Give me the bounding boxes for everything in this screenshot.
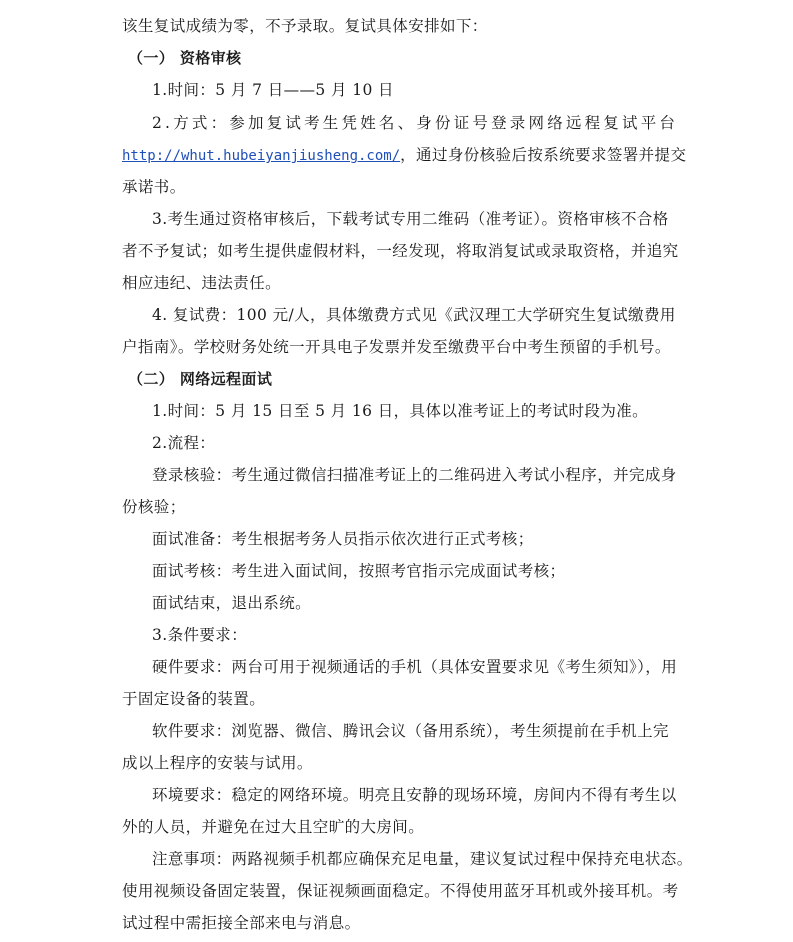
paragraph-line: 硬件要求：两台可用于视频通话的手机（具体安置要求见《考生须知》），用 (152, 658, 678, 676)
paragraph-line: 面试结束，退出系统。 (152, 594, 312, 612)
paragraph-line: 1.时间：5 月 15 日至 5 月 16 日，具体以准考证上的考试时段为准。 (152, 402, 649, 420)
paragraph-line: 1.时间：5 月 7 日——5 月 10 日 (152, 81, 394, 99)
paragraph-text: ，通过身份核验后按系统要求签署并提交 (400, 146, 687, 164)
paragraph-line: 软件要求：浏览器、微信、腾讯会议（备用系统），考生须提前在手机上完 (152, 722, 669, 740)
paragraph-line: 试过程中需拒接全部来电与消息。 (122, 914, 361, 932)
paragraph-line: 面试考核：考生进入面试间，按照考官指示完成面试考核； (152, 562, 566, 580)
paragraph-line: 面试准备：考生根据考务人员指示依次进行正式考核； (152, 530, 534, 548)
paragraph-line: 3.条件要求： (152, 626, 248, 644)
paragraph-line: 4. 复试费：100 元/人，具体缴费方式见《武汉理工大学研究生复试缴费用 (152, 306, 676, 324)
paragraph-line: 份核验； (122, 498, 186, 516)
paragraph-line: 者不予复试；如考生提供虚假材料，一经发现，将取消复试或录取资格，并追究 (122, 242, 679, 260)
paragraph-line: 该生复试成绩为零，不予录取。复试具体安排如下： (122, 17, 488, 35)
paragraph-line: 相应违纪、违法责任。 (122, 274, 282, 292)
platform-link[interactable]: http://whut.hubeiyanjiusheng.com/ (122, 148, 401, 164)
paragraph-line: 登录核验：考生通过微信扫描准考证上的二维码进入考试小程序，并完成身 (152, 466, 677, 484)
paragraph-line: 2.方式：参加复试考生凭姓名、身份证号登录网络远程复试平台 (152, 114, 679, 132)
paragraph-line: 环境要求：稳定的网络环境。明亮且安静的现场环境，房间内不得有考生以 (152, 786, 677, 804)
paragraph-line: 户指南》。学校财务处统一开具电子发票并发至缴费平台中考生预留的手机号。 (122, 338, 671, 356)
paragraph-line (0, 145, 793, 166)
paragraph-line: 注意事项：两路视频手机都应确保充足电量，建议复试过程中保持充电状态。 (152, 850, 693, 868)
section-heading-remote-interview: （二） 网络远程面试 (128, 370, 273, 388)
paragraph-line: 承诺书。 (122, 178, 186, 196)
paragraph-line: 使用视频设备固定装置，保证视频画面稳定。不得使用蓝牙耳机或外接耳机。考 (122, 882, 679, 900)
paragraph-line: 成以上程序的安装与试用。 (122, 754, 313, 772)
paragraph-line: 3.考生通过资格审核后，下载考试专用二维码（准考证）。资格审核不合格 (152, 210, 669, 228)
paragraph-line: 于固定设备的装置。 (122, 690, 266, 708)
paragraph-line: 2.流程： (152, 434, 216, 452)
paragraph-line: 外的人员，并避免在过大且空旷的大房间。 (122, 818, 425, 836)
section-heading-qualification: （一） 资格审核 (128, 49, 242, 67)
